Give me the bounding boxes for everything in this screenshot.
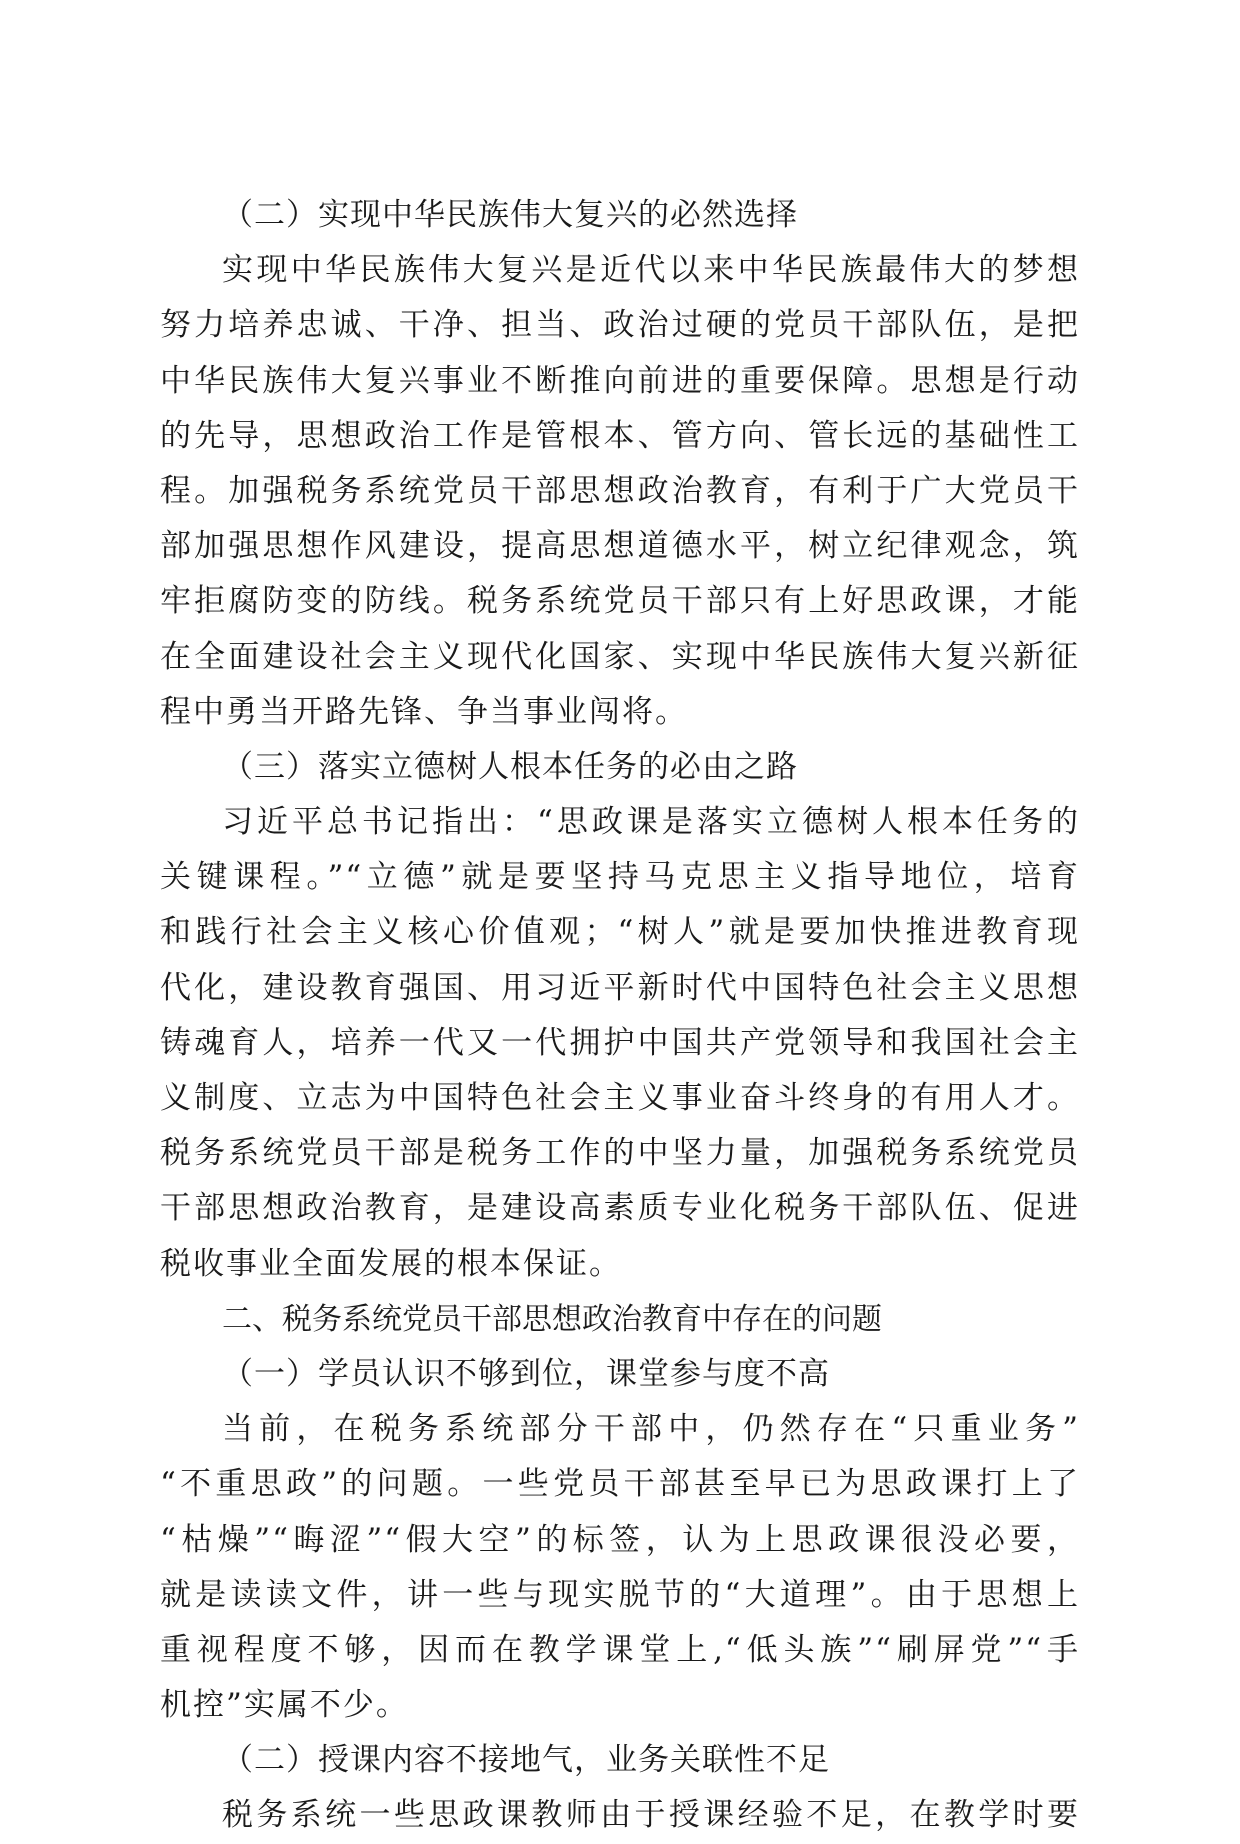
paragraph-line: 的先导，思想政治工作是管根本、管方向、管长远的基础性工 [160, 417, 1080, 454]
paragraph-line: 程。加强税务系统党员干部思想政治教育，有利于广大党员干 [160, 472, 1080, 509]
paragraph-line: 机控”实属不少。 [160, 1687, 409, 1724]
section-heading-problems: 二、税务系统党员干部思想政治教育中存在的问题 [222, 1301, 882, 1337]
paragraph-student-awareness [160, 1402, 1080, 1733]
paragraph-line: 税务系统一些思政课教师由于授课经验不足，在教学时要 [222, 1797, 1080, 1834]
subheading-course-content: （二）授课内容不接地气，业务关联性不足 [222, 1742, 830, 1779]
paragraph-line: 牢拒腐防变的防线。税务系统党员干部只有上好思政课，才能 [160, 583, 1080, 620]
paragraph-line: 努力培养忠诚、干净、担当、政治过硬的党员干部队伍，是把 [160, 307, 1080, 344]
paragraph-line: 代化，建设教育强国、用习近平新时代中国特色社会主义思想 [160, 969, 1080, 1006]
paragraph-line: 中华民族伟大复兴事业不断推向前进的重要保障。思想是行动 [160, 362, 1080, 399]
paragraph-line: 当前，在税务系统部分干部中，仍然存在“只重业务” [222, 1411, 1080, 1448]
subheading-moral-education: （三）落实立德树人根本任务的必由之路 [222, 748, 798, 785]
paragraph-line: 习近平总书记指出：“思政课是落实立德树人根本任务的 [222, 804, 1080, 841]
paragraph-line: 和践行社会主义核心价值观；“树人”就是要加快推进教育现 [160, 914, 1080, 951]
paragraph-line: “枯燥”“晦涩”“假大空”的标签，认为上思政课很没必要， [160, 1521, 1080, 1558]
paragraph-line: 就是读读文件，讲一些与现实脱节的“大道理”。由于思想上 [160, 1576, 1080, 1613]
paragraph-line: 税务系统党员干部是税务工作的中坚力量，加强税务系统党员 [160, 1135, 1080, 1172]
document-page [160, 188, 1080, 1844]
paragraph-line: 部加强思想作风建设，提高思想道德水平，树立纪律观念，筑 [160, 528, 1080, 565]
paragraph-line: 关键课程。”“立德”就是要坚持马克思主义指导地位，培育 [160, 859, 1080, 896]
paragraph-national-rejuvenation [160, 243, 1080, 740]
paragraph-line: 税收事业全面发展的根本保证。 [160, 1245, 622, 1282]
paragraph-line: “不重思政”的问题。一些党员干部甚至早已为思政课打上了 [160, 1466, 1080, 1503]
paragraph-line: 铸魂育人，培养一代又一代拥护中国共产党领导和我国社会主 [160, 1024, 1080, 1061]
paragraph-moral-education [160, 795, 1080, 1292]
paragraph-course-content [160, 1788, 1080, 1843]
paragraph-line: 实现中华民族伟大复兴是近代以来中华民族最伟大的梦想 [222, 252, 1080, 289]
subheading-national-rejuvenation: （二）实现中华民族伟大复兴的必然选择 [222, 197, 798, 233]
paragraph-line: 义制度、立志为中国特色社会主义事业奋斗终身的有用人才。 [160, 1080, 1080, 1116]
subheading-student-awareness: （一）学员认识不够到位，课堂参与度不高 [222, 1355, 830, 1392]
paragraph-line: 在全面建设社会主义现代化国家、实现中华民族伟大复兴新征 [160, 638, 1080, 675]
paragraph-line: 重视程度不够，因而在教学课堂上,“低头族”“刷屏党”“手 [160, 1631, 1080, 1668]
paragraph-line: 干部思想政治教育，是建设高素质专业化税务干部队伍、促进 [160, 1190, 1080, 1227]
paragraph-line: 程中勇当开路先锋、争当事业闯将。 [160, 693, 688, 730]
